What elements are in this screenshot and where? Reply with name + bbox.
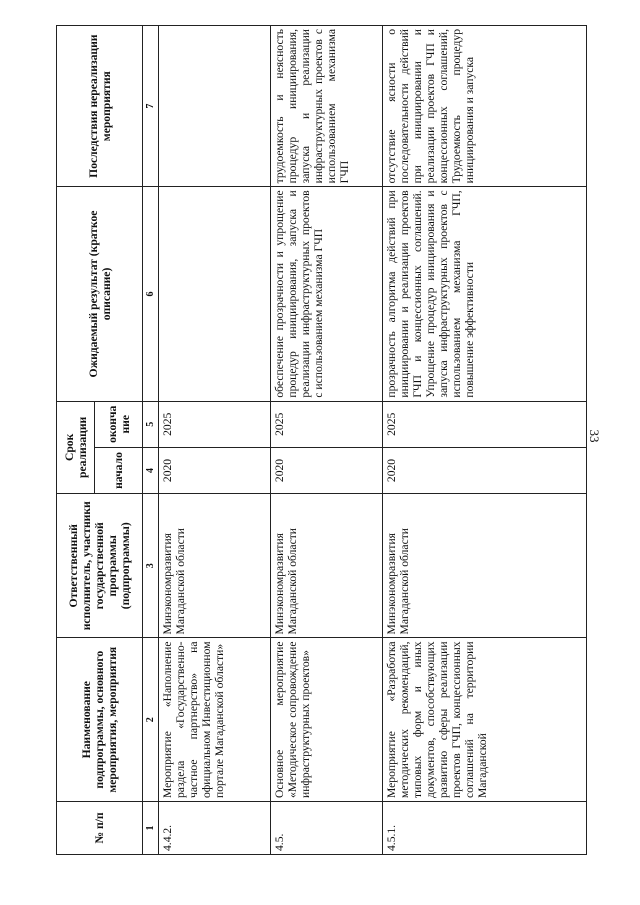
header-num: № п/п	[57, 802, 143, 855]
program-table	[56, 25, 587, 855]
page-number: 33	[587, 429, 602, 443]
header-consequences: Последствия нереализации мероприятия	[57, 26, 143, 187]
row-start: 2020	[159, 447, 271, 493]
row-number: 4.5.1.	[383, 802, 587, 855]
row-end: 2025	[159, 401, 271, 447]
column-number: 3	[143, 494, 159, 638]
row-result: прозрачность алгоритма действий при инициировании и реализации проектов ГЧП и концессионных соглашений. Упрощение процедур инициирования и запуска инфраструктурных проектов с использованием механизма ГЧП, повышение эффективности	[383, 187, 587, 401]
column-number-row	[143, 26, 159, 855]
header-end: оконча ние	[95, 401, 143, 447]
row-consequences: трудоемкость и неясность процедур инициирования, запуска и реализации инфраструктурных проектов с использованием механизма ГЧП	[271, 26, 383, 187]
column-number: 7	[143, 26, 159, 187]
row-executor: Минэкономразвития Магаданской области	[383, 494, 587, 638]
header-term: Срок реализации	[57, 401, 95, 493]
row-number: 4.4.2.	[159, 802, 271, 855]
header-name: Наименование подпрограммы, основного мероприятия, мероприятия	[57, 638, 143, 802]
row-result	[159, 187, 271, 401]
row-start: 2020	[383, 447, 587, 493]
table-row	[159, 26, 271, 855]
row-executor: Минэкономразвития Магаданской области	[271, 494, 383, 638]
header-executor: Ответственный исполнитель, участники государственной программы (подпрограммы)	[57, 494, 143, 638]
rotated-table-wrapper	[56, 25, 584, 855]
column-number: 4	[143, 447, 159, 493]
column-number: 6	[143, 187, 159, 401]
column-number: 5	[143, 401, 159, 447]
header-start: начало	[95, 447, 143, 493]
row-end: 2025	[383, 401, 587, 447]
row-start: 2020	[271, 447, 383, 493]
table-row	[383, 26, 587, 855]
row-name: Мероприятие «Наполнение раздела «Государственно-частное партнерство» на официальном Инвестиционном портале Магаданской области»	[159, 638, 271, 802]
row-name: Мероприятие «Разработка методических рекомендаций, типовых форм и иных документов, способствующих развитию сферы реализации проектов ГЧП, концессионных соглашений на территории Магаданской	[383, 638, 587, 802]
header-result: Ожидаемый результат (краткое описание)	[57, 187, 143, 401]
header-row-1	[57, 26, 95, 855]
column-number: 1	[143, 802, 159, 855]
column-number: 2	[143, 638, 159, 802]
row-consequences	[159, 26, 271, 187]
row-consequences: отсутствие ясности о последовательности действий при инициировании и реализации проектов ГЧП и концессионных соглашений, Трудоемкость процедур инициирования и запуска	[383, 26, 587, 187]
row-result: обеспечение прозрачности и упрощение процедур инициирования, запуска и реализации инфраструктурных проектов с использованием механизма ГЧП	[271, 187, 383, 401]
table-row	[271, 26, 383, 855]
row-end: 2025	[271, 401, 383, 447]
row-name: Основное мероприятие «Методическое сопровождение инфраструктурных проектов»	[271, 638, 383, 802]
row-number: 4.5.	[271, 802, 383, 855]
row-executor: Минэкономразвития Магаданской области	[159, 494, 271, 638]
